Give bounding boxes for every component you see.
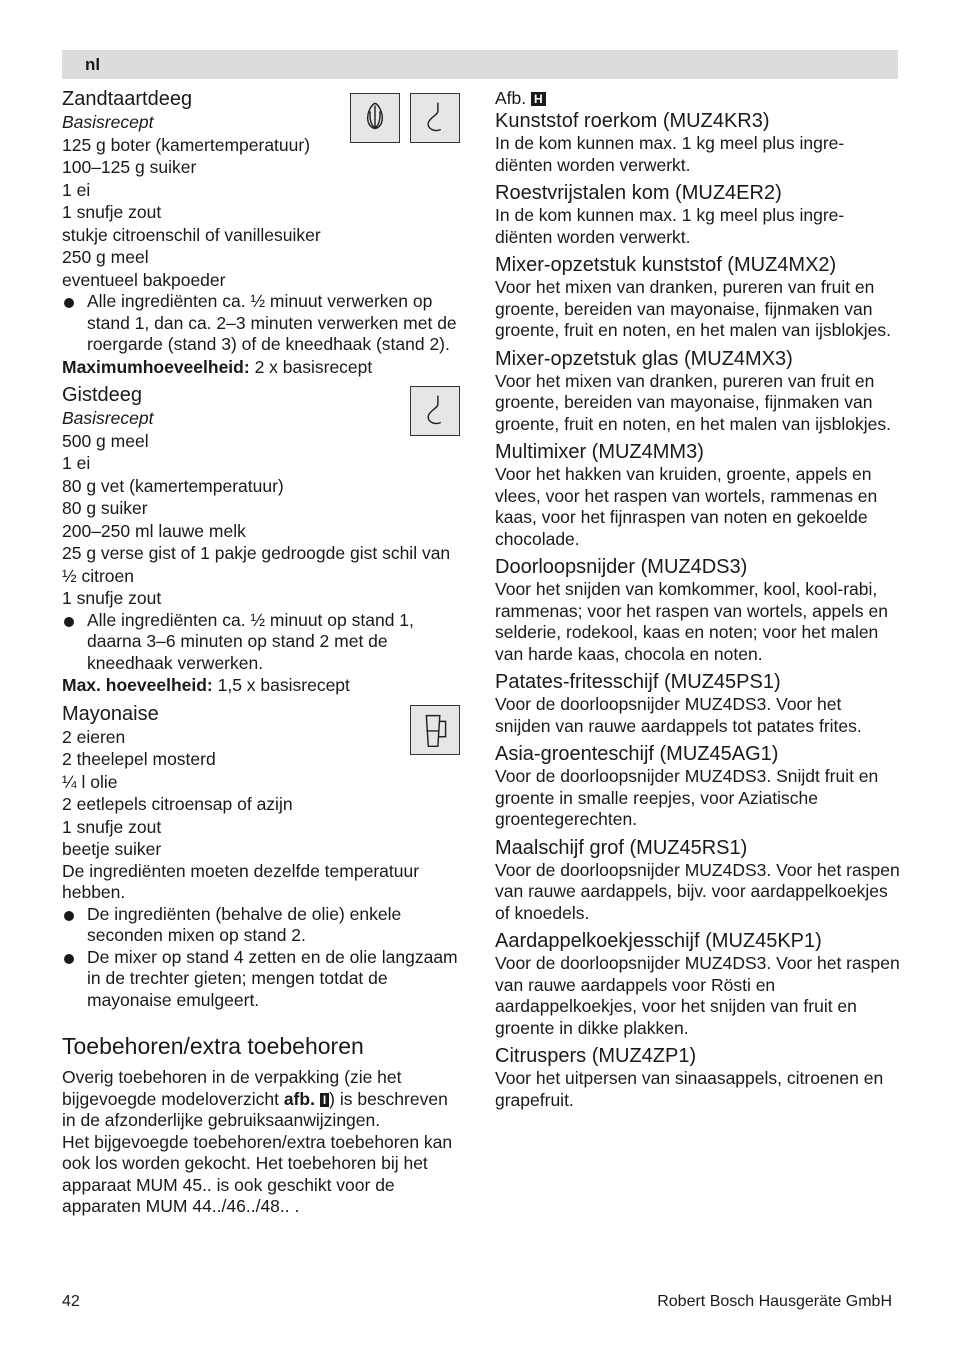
accessory-text: Voor het hakken van kruiden, groente, appels en vlees, voor het raspen van wortels, rammenas en kaas, voor het fijnraspen van noten en gekoelde chocolade. <box>495 464 878 549</box>
max-quantity <box>62 356 462 379</box>
accessory-title: Mixer-opzetstuk glas (MUZ4MX3) <box>495 347 793 370</box>
note-text: De ingrediënten moeten dezelfde temperatuur hebben. <box>62 860 420 902</box>
max-quantity-label: Max. hoeveelheid: <box>62 675 213 695</box>
figure-ref <box>495 88 900 108</box>
ingredient: 2 theelepel mosterd <box>62 749 216 769</box>
accessory-title: Mixer-opzetstuk kunststof (MUZ4MX2) <box>495 254 837 276</box>
page-number: 42 <box>62 1293 80 1310</box>
ingredient: beetje suiker <box>62 839 162 859</box>
instruction-item: De mixer op stand 4 zetten en de olie langzaam in de trechter gieten; mengen totdat de mayonaise emulgeert. <box>62 947 462 1012</box>
company-name: Robert Bosch Hausgeräte GmbH <box>657 1293 892 1310</box>
section-heading: Toebehoren/extra toebehoren <box>62 1033 364 1059</box>
ingredient: 200–250 ml lauwe melk <box>62 520 246 541</box>
accessory-text: Voor het mixen van dranken, pureren van fruit en groente, bereiden van mayonaise, fijnmaken van groente, fruit en noten, en het malen van ijsblokjes. <box>495 277 891 340</box>
language-code: nl <box>85 55 101 74</box>
section-mayonaise <box>62 703 462 1012</box>
paragraph <box>62 1067 462 1132</box>
accessory-title: Citruspers (MUZ4ZP1) <box>495 1045 697 1067</box>
figure-ref: afb. <box>283 1088 315 1109</box>
ingredient: stukje citroenschil of vanillesuiker <box>62 224 321 245</box>
dough-hook-icon <box>410 386 460 436</box>
ingredient: 80 g vet (kamertemperatuur) <box>62 475 284 496</box>
max-quantity-label: Maximumhoeveelheid: <box>62 356 250 377</box>
language-header-bar <box>62 50 898 79</box>
accessory-text: Voor de doorloopsnijder MUZ4DS3. Voor het raspen van rauwe aardappels, bijv. voor aardappelkoekjes of knoedels. <box>495 859 900 923</box>
max-quantity-value: 1,5 x basisrecept <box>212 675 350 695</box>
ingredient: 250 g meel <box>62 247 149 267</box>
ingredient: 125 g boter (kamertemperatuur) <box>62 134 311 155</box>
ingredient: 500 g meel <box>62 430 149 451</box>
instruction-item: Alle ingrediënten ca. ½ minuut verwerken op stand 1, dan ca. 2–3 minuten verwerken met de roergarde (stand 3) of de kneedhaak (stand 2). <box>62 291 462 356</box>
max-quantity-value: 2 x basisrecept <box>249 356 373 377</box>
instruction-list <box>62 291 462 356</box>
figure-ref-label: Afb. <box>495 88 527 108</box>
instruction-item: Alle ingrediënten ca. ½ minuut op stand 1, daarna 3–6 minuten op stand 2 met de kneedhaak verwerken. <box>62 610 462 675</box>
accessory-text: Voor het mixen van dranken, pureren van fruit en groente, bereiden van mayonaise, fijnmaken van groente, fruit en noten, en het malen van ijsblokjes. <box>495 370 891 434</box>
ingredient: 1 ei <box>62 453 91 473</box>
accessory-title: Roestvrijstalen kom (MUZ4ER2) <box>495 182 782 204</box>
section-subtitle: Basisrecept <box>62 408 154 428</box>
whisk-icon <box>350 93 400 143</box>
section-title: Zandtaartdeeg <box>62 88 193 110</box>
accessory-title: Aardappelkoekjesschijf (MUZ45KP1) <box>495 930 822 952</box>
section-title: Gistdeeg <box>62 384 143 406</box>
right-column <box>495 88 900 1111</box>
section-subtitle: Basisrecept <box>62 112 154 132</box>
paragraph-text: Overig toebehoren in de verpakking (zie het bijgevoegde modeloverzicht <box>62 1067 402 1109</box>
ingredient: eventueel bakpoeder <box>62 269 226 290</box>
accessory-text: Voor de doorloopsnijder MUZ4DS3. Snijdt fruit en groente in smalle reepjes, voor Aziatische groentegerechten. <box>495 766 879 829</box>
accessory-text: Voor de doorloopsnijder MUZ4DS3. Voor het snijden van rauwe aardappels tot patates frites. <box>495 694 862 736</box>
accessory-title: Maalschijf grof (MUZ45RS1) <box>495 836 748 859</box>
ingredient: 2 eieren <box>62 726 126 747</box>
ingredient: ¼ l olie <box>62 771 118 792</box>
ingredient: 2 eetlepels citroensap of azijn <box>62 794 293 814</box>
instruction-list <box>62 904 462 1012</box>
dough-hook-icon <box>410 93 460 143</box>
accessory-text: Voor het uitpersen van sinaasappels, citroenen en grapefruit. <box>495 1068 884 1110</box>
paragraph: Het bijgevoegde toebehoren/extra toebehoren kan ook los worden gekocht. Het toebehoren bij het apparaat MUM 45.. is ook geschikt voor de apparaten MUM 44../46../48.. . <box>62 1131 453 1216</box>
accessory-text: Voor de doorloopsnijder MUZ4DS3. Voor het raspen van rauwe aardappels voor Rösti en aardappelkoekjes, voor het snijden van fruit en groente in dikke plakken. <box>495 953 900 1038</box>
accessory-text: Voor het snijden van komkommer, kool, kool-rabi, rammenas; voor het raspen van wortels, appels en selderie, rodekool, kaas en noten; voor het malen van harde kaas, chocola en noten. <box>495 579 888 664</box>
instruction-list <box>62 610 462 675</box>
instruction-item: De ingrediënten (behalve de olie) enkele seconden mixen op stand 2. <box>62 904 462 947</box>
ingredient: 1 snufje zout <box>62 816 162 837</box>
paragraph-text: ) is beschreven in de afzonderlijke gebruiksaanwijzingen. <box>62 1088 448 1130</box>
section-zandtaartdeeg <box>62 88 462 378</box>
max-quantity <box>62 674 462 697</box>
ingredient: 1 ei <box>62 179 91 200</box>
figure-badge: I <box>320 1093 329 1107</box>
accessory-text: In de kom kunnen max. 1 kg meel plus ingre-diënten worden verwerkt. <box>495 205 845 247</box>
figure-badge: H <box>531 92 546 106</box>
accessory-title: Kunststof roerkom (MUZ4KR3) <box>495 110 770 132</box>
ingredient: 1 snufje zout <box>62 202 162 222</box>
accessory-title: Multimixer (MUZ4MM3) <box>495 441 704 463</box>
ingredient: 80 g suiker <box>62 498 148 518</box>
accessory-text: In de kom kunnen max. 1 kg meel plus ingre-diënten worden verwerkt. <box>495 133 845 175</box>
ingredient: 25 g verse gist of 1 pakje gedroogde gist schil van ½ citroen <box>62 543 451 586</box>
accessory-title: Patates-fritesschijf (MUZ45PS1) <box>495 671 781 693</box>
ingredient: 1 snufje zout <box>62 588 162 608</box>
section-toebehoren <box>62 1033 462 1218</box>
ingredient: 100–125 g suiker <box>62 157 197 177</box>
accessory-title: Asia-groenteschijf (MUZ45AG1) <box>495 743 779 765</box>
accessory-title: Doorloopsnijder (MUZ4DS3) <box>495 556 748 578</box>
left-column <box>62 88 462 1218</box>
blender-icon <box>410 705 460 755</box>
section-gistdeeg <box>62 384 462 697</box>
section-title: Mayonaise <box>62 702 159 725</box>
